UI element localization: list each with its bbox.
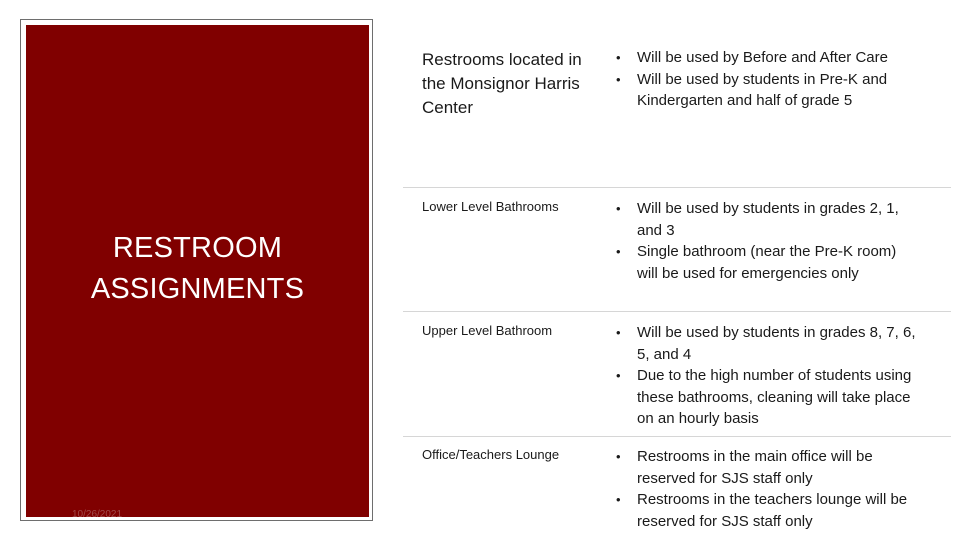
bullet-text: Will be used by students in grades 8, 7, 6, 5, and 4: [637, 324, 916, 363]
bullet-text: Restrooms in the teachers lounge will be reserved for SJS staff only: [637, 491, 908, 530]
slide-title-line-2: ASSIGNMENTS: [90, 273, 305, 305]
row-bullet-list: [613, 322, 918, 430]
bullet-icon: •: [616, 201, 621, 216]
assignment-row: [403, 48, 951, 178]
bullet-text: Restrooms in the main office will be reserved for SJS staff only: [637, 448, 873, 487]
list-item: [613, 489, 918, 532]
row-label: Upper Level Bathroom: [422, 323, 553, 338]
bullet-icon: •: [616, 50, 621, 65]
assignment-row: [403, 446, 951, 538]
bullet-text: Will be used by students in Pre-K and Kindergarten and half of grade 5: [637, 70, 888, 109]
row-bullet-list: [613, 47, 918, 112]
bullet-icon: •: [616, 325, 621, 340]
list-item: [613, 241, 918, 284]
assignment-row: [403, 322, 951, 432]
list-item: [613, 446, 918, 489]
list-item: [613, 198, 918, 241]
bullet-icon: •: [616, 244, 621, 259]
row-bullet-list: [613, 198, 918, 284]
bullet-text: Single bathroom (near the Pre-K room) will be used for emergencies only: [637, 243, 897, 282]
bullet-icon: •: [616, 368, 621, 383]
list-item: [613, 47, 918, 69]
assignment-row: [403, 198, 951, 308]
list-item: [613, 322, 918, 365]
bullet-text: Will be used by Before and After Care: [637, 49, 888, 66]
row-divider: [403, 311, 951, 312]
slide-date: 10/26/2021: [72, 509, 123, 520]
row-divider: [403, 187, 951, 188]
bullet-icon: •: [616, 71, 621, 87]
list-item: [613, 365, 918, 430]
bullet-icon: •: [616, 449, 621, 464]
slide-title-line-1: RESTROOM: [112, 232, 283, 264]
bullet-icon: •: [616, 492, 621, 507]
row-divider: [403, 436, 951, 437]
row-label: Lower Level Bathrooms: [422, 199, 559, 214]
row-bullet-list: [613, 446, 918, 532]
row-label: Office/Teachers Lounge: [422, 447, 560, 462]
bullet-text: Will be used by students in grades 2, 1, and 3: [637, 200, 899, 239]
slide-title: [26, 228, 369, 310]
row-label: Restrooms located in the Monsignor Harris Center: [422, 50, 582, 117]
list-item: [613, 69, 918, 112]
bullet-text: Due to the high number of students using these bathrooms, cleaning will take place on an hourly basis: [637, 367, 912, 427]
